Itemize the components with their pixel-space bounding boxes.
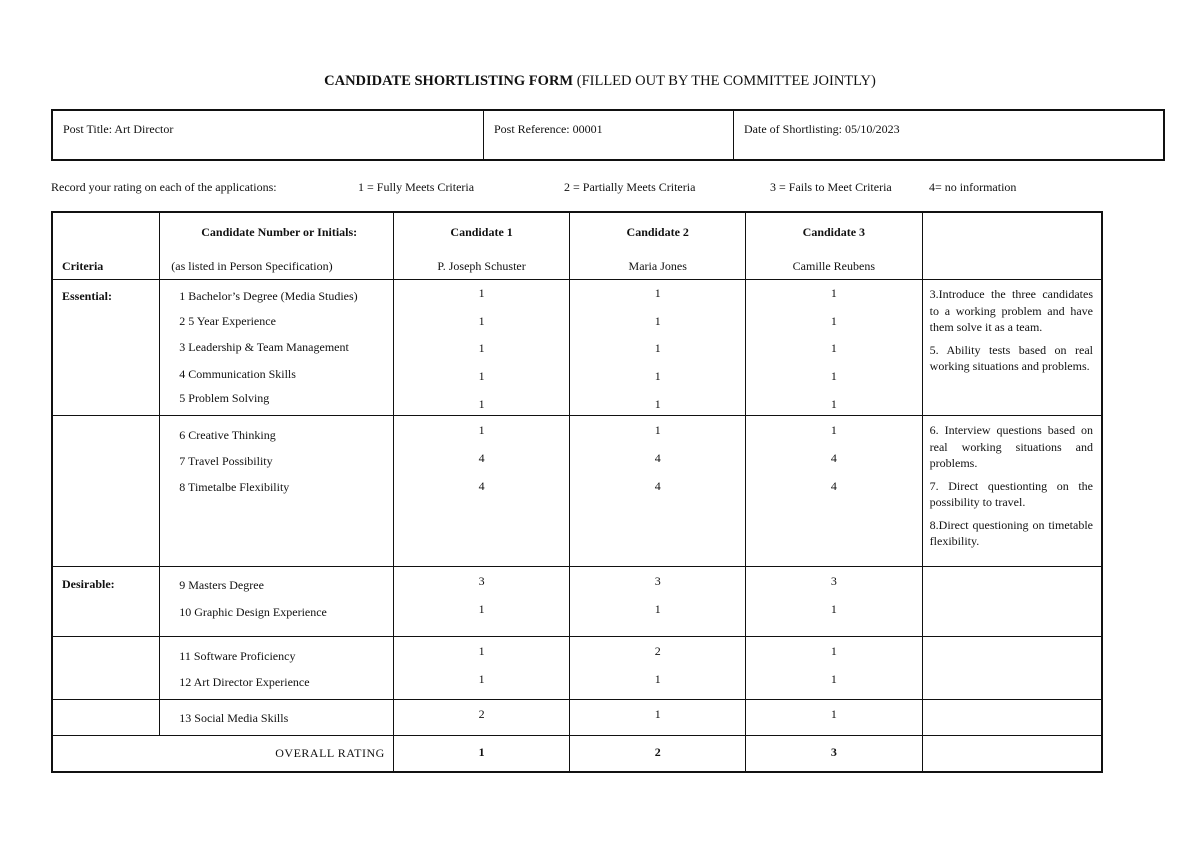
spec-note: (as listed in Person Specification) xyxy=(171,259,333,273)
criterion-8: 8 Timetalbe Flexibility xyxy=(179,480,290,494)
criterion-13: 13 Social Media Skills xyxy=(179,711,289,725)
overall-score: 3 xyxy=(830,745,837,759)
score: 1 xyxy=(654,314,661,328)
score: 2 xyxy=(478,707,485,721)
score: 4 xyxy=(830,451,837,465)
post-reference-cell: Post Reference: 00001 xyxy=(484,110,734,160)
score: 1 xyxy=(478,423,485,437)
overall-rating-row xyxy=(52,736,1102,773)
criteria-cell xyxy=(160,637,394,700)
shortlisting-date-cell: Date of Shortlisting: 05/10/2023 xyxy=(734,110,1165,160)
legend-rating-1: 1 = Fully Meets Criteria xyxy=(358,180,475,194)
candidate-3-scores xyxy=(746,637,923,700)
score: 3 xyxy=(478,574,485,588)
note: 6. Interview questions based on real working situations and problems. xyxy=(929,423,1093,470)
candidate-1-scores xyxy=(393,700,570,736)
notes-cell xyxy=(922,637,1102,700)
candidate-2-scores xyxy=(570,280,746,416)
criterion-12: 12 Art Director Experience xyxy=(179,675,310,689)
criterion-2: 2 5 Year Experience xyxy=(179,314,276,328)
table-row xyxy=(52,280,1102,416)
group-label-cell xyxy=(52,637,160,700)
form-title xyxy=(0,73,1200,90)
notes-cell xyxy=(922,700,1102,736)
candidate-2-name: Maria Jones xyxy=(628,259,687,273)
candidate-1-scores xyxy=(393,416,570,567)
score: 1 xyxy=(654,397,661,411)
candidate-1-name: P. Joseph Schuster xyxy=(437,259,526,273)
criteria-cell xyxy=(160,700,394,736)
candidate-2-scores xyxy=(570,700,746,736)
form-title-bold: CANDIDATE SHORTLISTING FORM xyxy=(324,73,574,89)
group-label-cell xyxy=(52,700,160,736)
table-row xyxy=(52,700,1102,736)
score: 1 xyxy=(830,369,837,383)
score: 1 xyxy=(478,672,485,686)
overall-rating-label: OVERALL RATING xyxy=(275,746,385,760)
header-criteria-cell xyxy=(52,212,160,280)
score: 1 xyxy=(478,602,485,616)
candidate-number-label: Candidate Number or Initials: xyxy=(201,225,358,239)
group-label-cell xyxy=(52,280,160,416)
criterion-4: 4 Communication Skills xyxy=(179,367,296,381)
notes-cell xyxy=(922,416,1102,567)
criterion-6: 6 Creative Thinking xyxy=(179,428,276,442)
score: 1 xyxy=(830,644,837,658)
score: 1 xyxy=(478,397,485,411)
candidate-1-scores xyxy=(393,637,570,700)
candidate-1-number: Candidate 1 xyxy=(450,225,513,239)
score: 1 xyxy=(830,707,837,721)
header-candidate-2 xyxy=(570,212,746,280)
score: 1 xyxy=(654,707,661,721)
table-row xyxy=(52,567,1102,637)
note: 8.Direct questioning on timetable flexibility. xyxy=(929,517,1093,548)
candidate-1-scores xyxy=(393,567,570,637)
score: 1 xyxy=(478,286,485,300)
score: 2 xyxy=(654,644,661,658)
group-label-cell xyxy=(52,416,160,567)
score: 1 xyxy=(654,369,661,383)
group-label-essential: Essential: xyxy=(62,289,113,303)
score: 1 xyxy=(478,314,485,328)
notes-cell xyxy=(922,567,1102,637)
group-label-cell xyxy=(52,567,160,637)
criterion-5: 5 Problem Solving xyxy=(179,391,270,405)
score: 1 xyxy=(654,602,661,616)
score: 1 xyxy=(478,644,485,658)
criterion-7: 7 Travel Possibility xyxy=(179,454,273,468)
note: 3.Introduce the three candidates to a working problem and have them solve it as a team. xyxy=(929,287,1093,334)
criteria-cell xyxy=(160,567,394,637)
form-title-rest: (FILLED OUT BY THE COMMITTEE JOINTLY) xyxy=(573,73,876,89)
score: 1 xyxy=(654,423,661,437)
score: 3 xyxy=(654,574,661,588)
criterion-10: 10 Graphic Design Experience xyxy=(179,605,327,619)
score: 1 xyxy=(830,397,837,411)
overall-candidate-3 xyxy=(746,736,923,773)
criteria-heading: Criteria xyxy=(62,259,104,273)
score: 4 xyxy=(654,451,661,465)
score: 1 xyxy=(654,672,661,686)
legend-rating-3: 3 = Fails to Meet Criteria xyxy=(770,180,892,194)
notes-cell xyxy=(922,736,1102,773)
note: 5. Ability tests based on real working situations and problems. xyxy=(929,342,1093,373)
candidate-3-scores xyxy=(746,416,923,567)
score: 1 xyxy=(830,602,837,616)
group-label-desirable: Desirable: xyxy=(62,577,115,591)
legend-rating-4: 4= no information xyxy=(929,180,1017,194)
shortlisting-table xyxy=(51,211,1103,773)
score: 4 xyxy=(830,479,837,493)
candidate-2-scores xyxy=(570,416,746,567)
score: 1 xyxy=(478,369,485,383)
score: 3 xyxy=(830,574,837,588)
notes-cell xyxy=(922,280,1102,416)
legend-rating-2: 2 = Partially Meets Criteria xyxy=(564,180,696,194)
candidate-1-scores xyxy=(393,280,570,416)
criterion-11: 11 Software Proficiency xyxy=(179,649,296,663)
overall-candidate-1 xyxy=(393,736,570,773)
score: 4 xyxy=(478,479,485,493)
score: 4 xyxy=(654,479,661,493)
post-info-table xyxy=(51,109,1165,161)
criterion-1: 1 Bachelor’s Degree (Media Studies) xyxy=(179,289,358,303)
candidate-2-scores xyxy=(570,567,746,637)
criterion-3: 3 Leadership & Team Management xyxy=(179,340,349,354)
header-candidate-1 xyxy=(393,212,570,280)
score: 1 xyxy=(830,423,837,437)
score: 1 xyxy=(654,286,661,300)
candidate-3-scores xyxy=(746,700,923,736)
candidate-3-number: Candidate 3 xyxy=(802,225,866,239)
criterion-9: 9 Masters Degree xyxy=(179,578,264,592)
criteria-cell xyxy=(160,416,394,567)
legend-intro: Record your rating on each of the applications: xyxy=(51,180,277,194)
score: 1 xyxy=(830,314,837,328)
criteria-cell xyxy=(160,280,394,416)
candidate-2-number: Candidate 2 xyxy=(626,225,689,239)
table-row xyxy=(52,416,1102,567)
score: 4 xyxy=(478,451,485,465)
score: 1 xyxy=(654,341,661,355)
header-candidate-3 xyxy=(746,212,923,280)
overall-label-cell xyxy=(52,736,393,773)
score: 1 xyxy=(830,672,837,686)
header-notes-cell xyxy=(922,212,1102,280)
note: 7. Direct questionting on the possibility to travel. xyxy=(929,478,1093,509)
candidate-3-name: Camille Reubens xyxy=(792,259,875,273)
post-title-cell: Post Title: Art Director xyxy=(52,110,484,160)
score: 1 xyxy=(830,341,837,355)
overall-score: 1 xyxy=(478,745,485,759)
score: 1 xyxy=(830,286,837,300)
score: 1 xyxy=(478,341,485,355)
candidate-2-scores xyxy=(570,637,746,700)
overall-score: 2 xyxy=(654,745,661,759)
overall-candidate-2 xyxy=(570,736,746,773)
header-spec-cell xyxy=(160,212,394,280)
candidate-3-scores xyxy=(746,567,923,637)
candidate-3-scores xyxy=(746,280,923,416)
table-row xyxy=(52,637,1102,700)
